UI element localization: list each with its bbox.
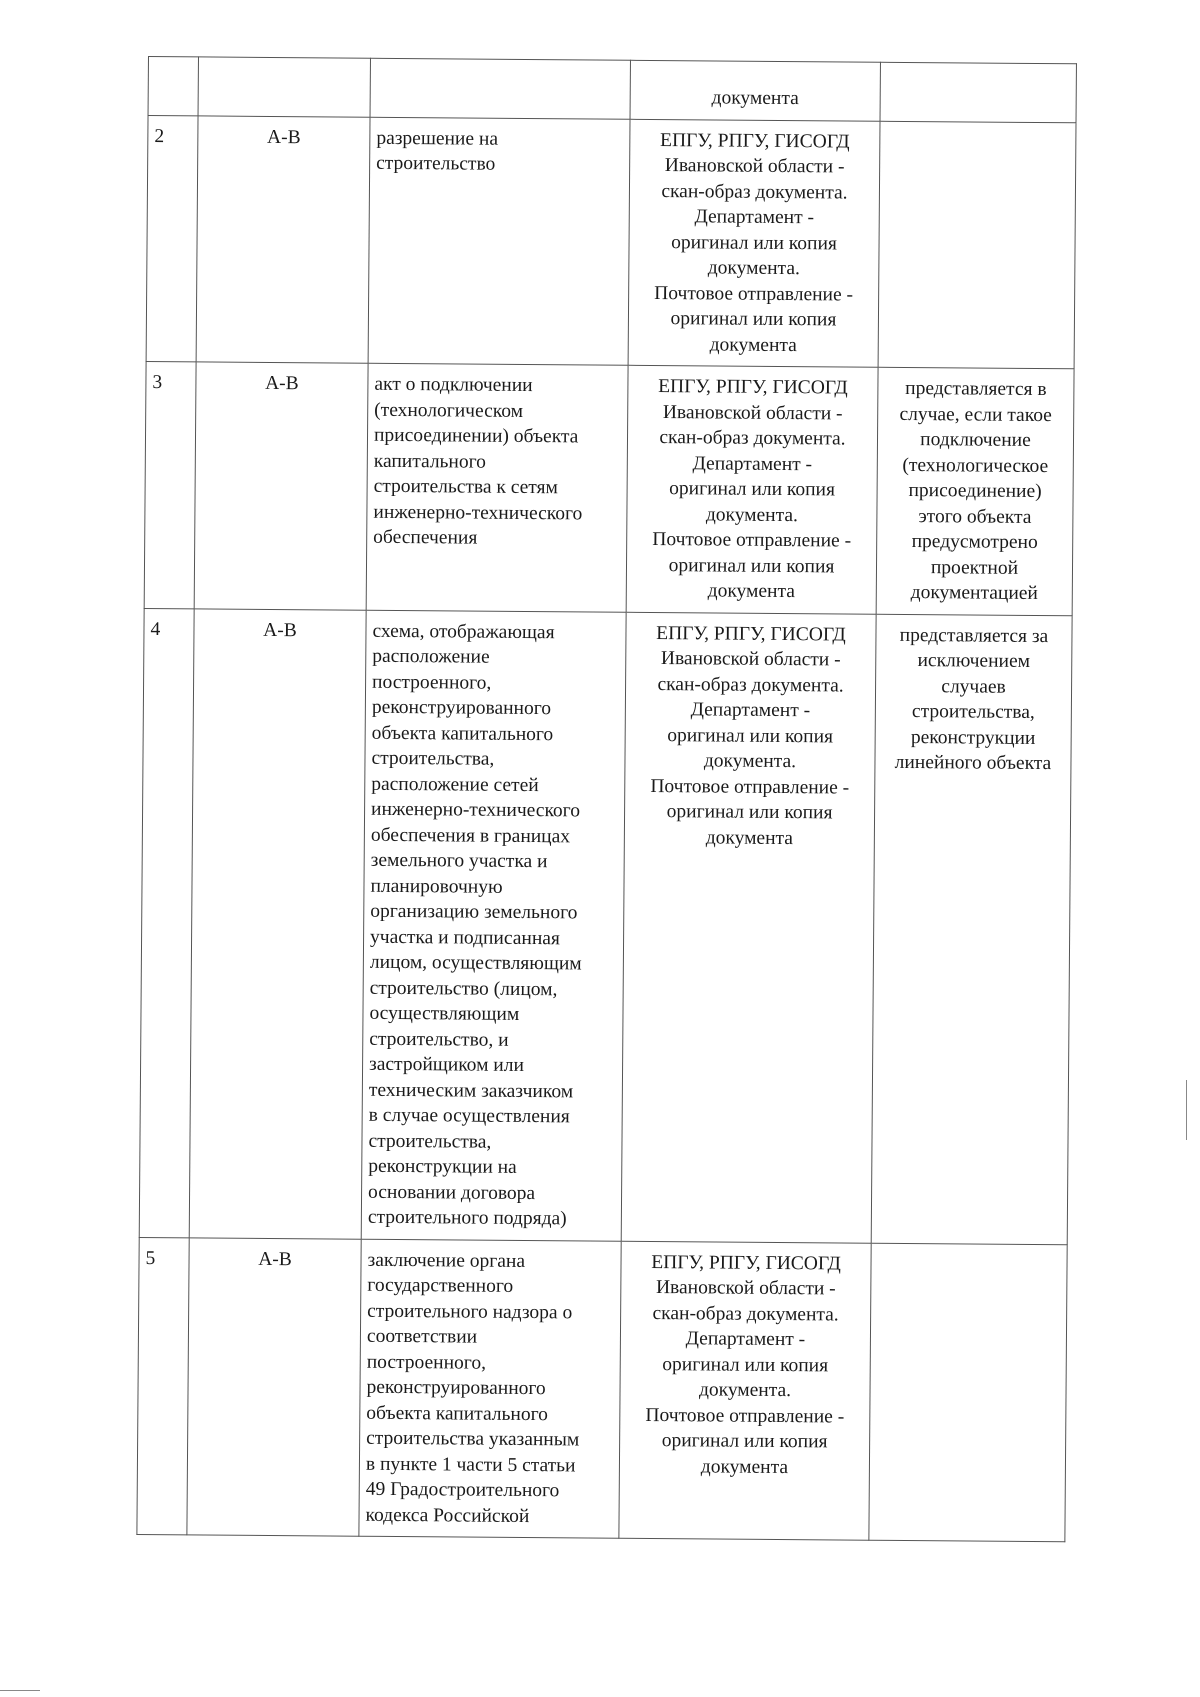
note-line: представляется за — [899, 624, 1049, 647]
source-line: Почтовое отправление - — [645, 1404, 845, 1428]
source-line: ЕПГУ, РПГУ, ГИСОГД — [651, 1251, 841, 1274]
document-line: строительного подряда) — [367, 1206, 567, 1230]
source-line: Департамент - — [694, 206, 815, 229]
documents-table — [136, 56, 1077, 1542]
source-cell — [626, 365, 878, 613]
source-line: документа. — [705, 503, 799, 526]
document-name-cell — [361, 610, 626, 1241]
source-line: оригинал или копия — [669, 478, 836, 501]
row-code: А-В — [187, 1237, 361, 1536]
note-line: (технологическое — [902, 454, 1049, 477]
document-line: соответствии — [366, 1325, 478, 1348]
document-line: расположение сетей — [371, 773, 539, 796]
source-line: документа — [707, 580, 796, 603]
source-line: скан-образ документа. — [659, 427, 846, 450]
source-line: Ивановской области - — [660, 648, 841, 671]
source-cell — [621, 612, 876, 1243]
source-line: скан-образ документа. — [652, 1302, 839, 1325]
row-code: А-В — [196, 115, 370, 363]
source-line: скан-образ документа. — [661, 180, 848, 203]
row-number: 4 — [139, 608, 194, 1237]
source-line: оригинал или копия — [662, 1353, 829, 1376]
note-line: предусмотрено — [911, 531, 1038, 554]
note-line: проектной — [930, 556, 1019, 579]
note-cell — [876, 367, 1074, 615]
note-line: этого объекта — [918, 505, 1032, 528]
document-line: капитального — [373, 450, 487, 473]
document-line: обеспечения в границах — [370, 824, 571, 847]
document-line: 49 Градостроительного — [365, 1478, 560, 1502]
document-line: кодекса Российской — [365, 1504, 530, 1527]
source-line: Почтовое отправление - — [650, 775, 850, 799]
document-line: строительство, и — [369, 1028, 509, 1051]
source-line: ЕПГУ, РПГУ, ГИСОГД — [660, 129, 850, 153]
source-line: Почтовое отправление - — [654, 282, 854, 306]
document-line: объекта капитального — [371, 722, 554, 745]
source-line: Почтовое отправление - — [652, 528, 852, 552]
document-line: реконструкции на — [368, 1155, 517, 1178]
cell-empty — [370, 58, 630, 119]
source-line: Департамент - — [690, 699, 811, 722]
document-line: строительство (лицом, — [369, 977, 558, 1000]
note-line: строительства, — [911, 701, 1035, 723]
row-number: 2 — [146, 115, 198, 362]
document-line: реконструированного — [371, 696, 552, 720]
document-line: акт о подключении — [374, 373, 533, 397]
note-cell — [878, 121, 1076, 369]
document-line: техническим заказчиком — [368, 1079, 574, 1102]
document-line: заключение органа — [367, 1249, 526, 1272]
source-line: оригинал или копия — [666, 801, 833, 824]
source-continuation-cell: документа — [630, 60, 880, 120]
document-line: лицом, осуществляющим — [369, 951, 582, 975]
source-line: Ивановской области - — [664, 155, 845, 178]
cell-empty — [198, 57, 370, 117]
document-name-cell — [368, 117, 630, 366]
cell-empty — [880, 62, 1076, 122]
document-line: инженерно-технического — [371, 798, 581, 822]
note-line: случае, если такое — [899, 403, 1052, 426]
document-line: в случае осуществления — [368, 1104, 570, 1128]
document-name-cell — [366, 363, 628, 612]
source-line: документа. — [703, 750, 797, 773]
row-code: А-В — [194, 362, 368, 610]
document-line: (технологическом — [374, 399, 524, 422]
source-line: документа — [705, 826, 794, 849]
table-row — [139, 608, 1072, 1244]
row-code: А-В — [189, 608, 366, 1238]
source-line: Департамент - — [692, 452, 813, 475]
document-line: застройщиком или — [369, 1053, 525, 1076]
source-line: оригинал или копия — [661, 1430, 828, 1453]
source-line: документа. — [698, 1379, 792, 1402]
source-line: ЕПГУ, РПГУ, ГИСОГД — [656, 622, 846, 645]
document-line: строительство — [376, 152, 496, 175]
source-cell — [628, 119, 880, 367]
note-line: присоединение) — [908, 479, 1042, 503]
document-line: строительства, — [368, 1130, 492, 1153]
source-line: Департамент - — [685, 1328, 806, 1351]
row-number: 5 — [137, 1237, 189, 1535]
row-number: 3 — [144, 361, 196, 608]
note-line: подключение — [920, 429, 1031, 451]
note-cell — [871, 614, 1072, 1245]
table-row — [137, 1237, 1067, 1542]
document-line: осуществляющим — [369, 1002, 520, 1025]
source-line: документа. — [707, 257, 800, 280]
note-line: исключением — [917, 650, 1031, 672]
source-line: оригинал или копия — [668, 554, 835, 577]
source-line: оригинал или копия — [671, 231, 838, 254]
source-cell — [619, 1241, 871, 1540]
document-line: построенного, — [372, 671, 492, 694]
note-line: документацией — [910, 582, 1038, 605]
table-row-continuation — [148, 57, 1076, 123]
document-line: основании договора — [368, 1181, 536, 1204]
document-line: присоединении) объекта — [373, 424, 579, 448]
source-line: скан-образ документа. — [657, 673, 844, 696]
source-line: оригинал или копия — [670, 308, 837, 331]
document-line: строительства к сетям — [373, 475, 558, 499]
note-line: реконструкции — [910, 726, 1036, 749]
source-line: Ивановской области - — [662, 401, 843, 424]
table-row — [146, 115, 1076, 369]
document-line: построенного, — [366, 1351, 487, 1374]
document-line: государственного — [367, 1274, 514, 1297]
note-line: линейного объекта — [894, 751, 1052, 775]
document-line: в пункте 1 части 5 статьи — [365, 1453, 576, 1476]
source-line: документа — [709, 333, 797, 356]
document-name-cell — [359, 1239, 621, 1539]
document-line: организацию земельного — [370, 900, 578, 924]
note-line: случаев — [941, 675, 1006, 698]
scan-edge-mark — [1186, 1080, 1187, 1140]
document-line: обеспечения — [373, 526, 478, 549]
document-line: объекта капитального — [366, 1402, 548, 1425]
source-line: ЕПГУ, РПГУ, ГИСОГД — [658, 376, 848, 399]
document-line: реконструированного — [366, 1376, 546, 1400]
document-line: планировочную — [370, 875, 503, 898]
note-line: представляется в — [905, 377, 1047, 401]
document-line: разрешение на — [376, 127, 499, 150]
scan-edge-mark — [0, 1690, 40, 1691]
source-line: Ивановской области - — [655, 1277, 836, 1300]
document-line: строительного надзора о — [367, 1300, 573, 1323]
document-line: инженерно-технического — [373, 501, 583, 524]
document-line: строительства, — [371, 747, 495, 770]
document-line: земельного участка и — [370, 849, 548, 873]
document-line: схема, отображающая — [372, 620, 555, 643]
source-line: документа — [700, 1455, 789, 1478]
table-row — [144, 361, 1074, 615]
note-cell — [869, 1243, 1067, 1542]
document-line: участка и подписанная — [370, 926, 561, 949]
document-line: расположение — [372, 645, 490, 668]
document-line: строительства указанным — [366, 1427, 580, 1451]
cell-empty — [148, 57, 198, 116]
source-line: оригинал или копия — [667, 724, 834, 747]
